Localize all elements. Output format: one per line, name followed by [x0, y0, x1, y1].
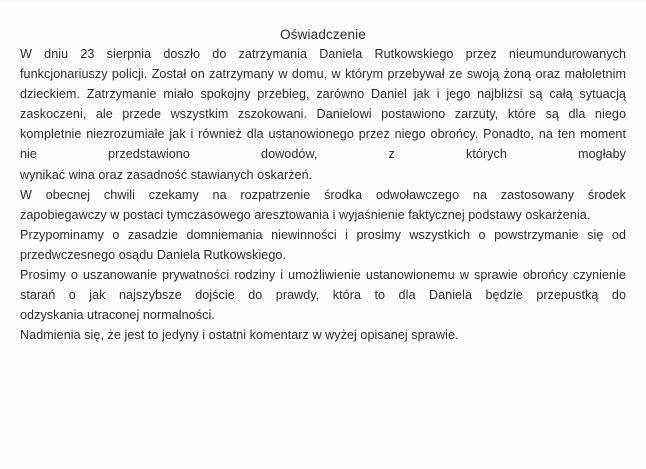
paragraph-3-tail: przedwczesnego osądu Daniela Rutkowskiego. — [20, 247, 287, 262]
paragraph-4-tail: odzyskania utraconej normalności. — [20, 308, 215, 323]
paragraph-2 — [20, 185, 626, 225]
paragraph-2-tail: zapobiegawczy w postaci tymczasowego aresztowania i wyjaśnienie faktycznej podstawy oskarżenia. — [20, 207, 591, 222]
paragraph-3-main: Przypominamy o zasadzie domniemania niewinności i prosimy wszystkich o powstrzymanie się od — [20, 227, 626, 242]
paragraph-1-main: W dniu 23 sierpnia doszło do zatrzymania Daniela Rutkowskiego przez nieumundurowanych funkcjonariuszy policji. Został on zatrzymany w domu, w którym przebywał ze swoją żoną oraz małoletnim dzieckiem. Zatrzymanie miało spokojny przebieg, zarówno Daniel jak i jego najbliżsi są całą sytuacją zaskoczeni, ale przede wszystkim zszokowani. Danielowi postawiono zarzuty, które są dla niego kompletnie niezrozumiałe jak i również dla ustanowionego przez niego obrońcy. Ponadto, na ten moment nie przedstawiono dowodów, z których mogłaby — [20, 47, 626, 162]
paragraph-5-tail: Nadmienia się, że jest to jedyny i ostatni komentarz w wyżej opisanej sprawie. — [20, 328, 459, 343]
page-title: Oświadczenie — [280, 27, 366, 42]
paragraph-1-tail: wynikać wina oraz zasadność stawianych oskarżeń. — [20, 167, 313, 182]
paragraph-2-main: W obecnej chwili czekamy na rozpatrzenie środka odwoławczego na zastosowany środek — [20, 187, 626, 202]
paragraph-5 — [20, 325, 626, 345]
paragraph-4 — [20, 265, 626, 325]
paragraph-4-main: Prosimy o uszanowanie prywatności rodziny i umożliwienie ustanowionemu w sprawie obrońcy czynienie starań o jak najszybsze dojście do prawdy, która to dla Daniela będzie przepustką do — [20, 268, 626, 303]
document-body — [20, 0, 626, 469]
paragraph-3 — [20, 225, 626, 265]
paragraph-1 — [20, 44, 626, 185]
